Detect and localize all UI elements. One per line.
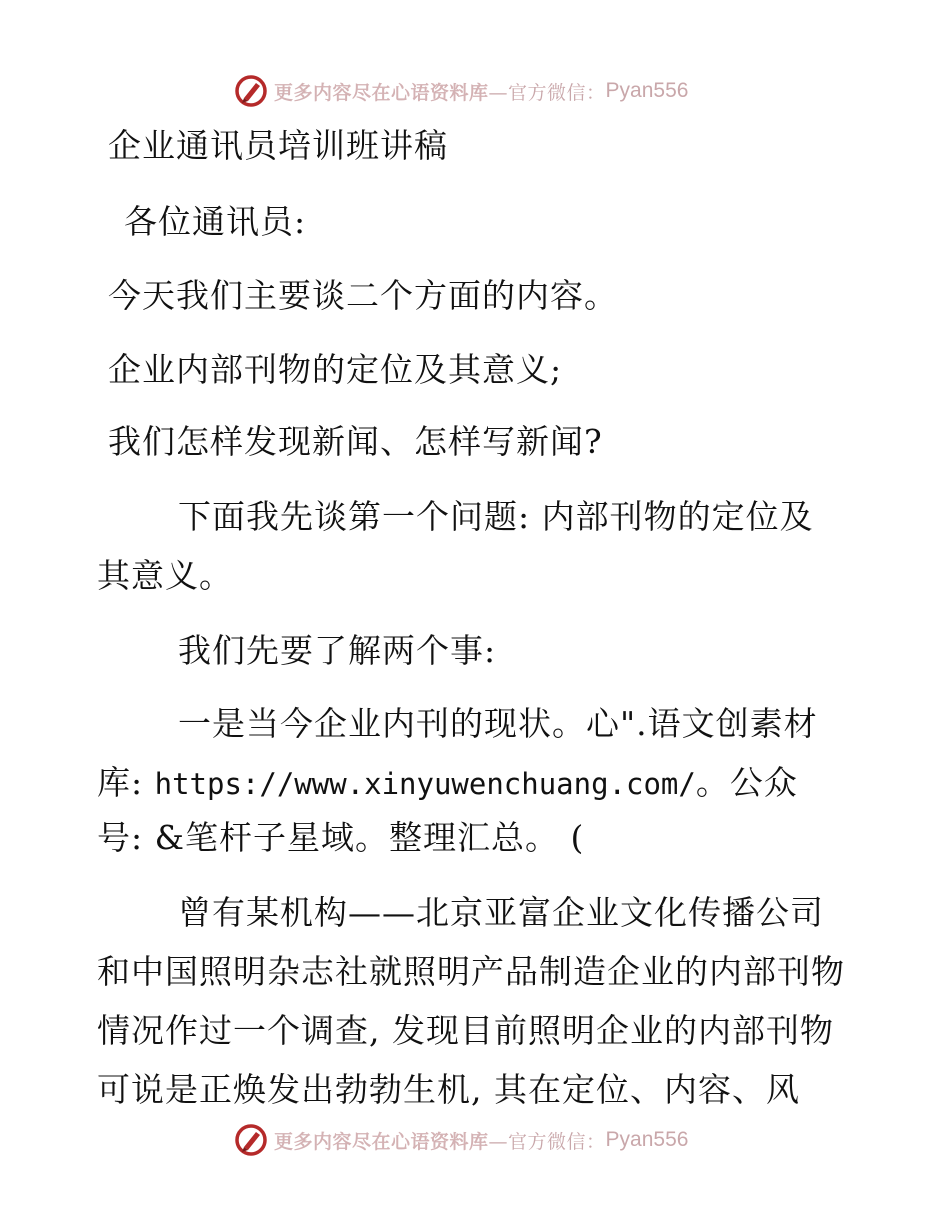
paragraph-1-line-1: 下面我先谈第一个问题: 内部刊物的定位及 <box>178 497 814 536</box>
topic-1: 企业内部刊物的定位及其意义; <box>108 350 563 389</box>
watermark-wechat-label: —官方微信： <box>488 1130 606 1153</box>
watermark-site-text: 更多内容尽在心语资料库 <box>274 81 489 104</box>
document-title: 企业通讯员培训班讲稿 <box>108 126 448 165</box>
pen-logo-icon <box>234 1123 268 1157</box>
topic-2: 我们怎样发现新闻、怎样写新闻? <box>108 422 603 461</box>
paragraph-3-prefix: 库: <box>97 763 155 802</box>
pen-logo-icon <box>234 74 268 108</box>
salutation: 各位通讯员: <box>124 202 307 241</box>
paragraph-3-line-3: 号: &笔杆子星域。整理汇总。 ( <box>97 818 585 857</box>
watermark-banner-top <box>234 72 688 110</box>
paragraph-3-line-2 <box>97 763 798 804</box>
watermark-site-text: 更多内容尽在心语资料库 <box>274 1130 489 1153</box>
paragraph-4-line-2: 和中国照明杂志社就照明产品制造企业的内部刊物 <box>97 952 845 991</box>
watermark-wechat-id: Pyan556 <box>605 1128 689 1151</box>
paragraph-4-line-1: 曾有某机构——北京亚富企业文化传播公司 <box>178 893 824 932</box>
paragraph-1-line-2: 其意义。 <box>97 556 233 595</box>
paragraph-3-suffix: 。公众 <box>695 763 798 802</box>
watermark-banner-bottom <box>234 1121 688 1159</box>
watermark-wechat-label: —官方微信： <box>488 81 606 104</box>
paragraph-4-line-3: 情况作过一个调查, 发现目前照明企业的内部刊物 <box>97 1011 834 1050</box>
intro-line: 今天我们主要谈二个方面的内容。 <box>108 276 618 315</box>
website-url-text: https://www.xinyuwenchuang.com/ <box>154 767 696 801</box>
watermark-wechat-id: Pyan556 <box>605 79 689 102</box>
paragraph-2-line-1: 我们先要了解两个事: <box>178 631 497 670</box>
paragraph-4-line-4: 可说是正焕发出勃勃生机, 其在定位、内容、风 <box>97 1070 800 1109</box>
paragraph-3-line-1: 一是当今企业内刊的现状。心".语文创素材 <box>178 704 818 743</box>
